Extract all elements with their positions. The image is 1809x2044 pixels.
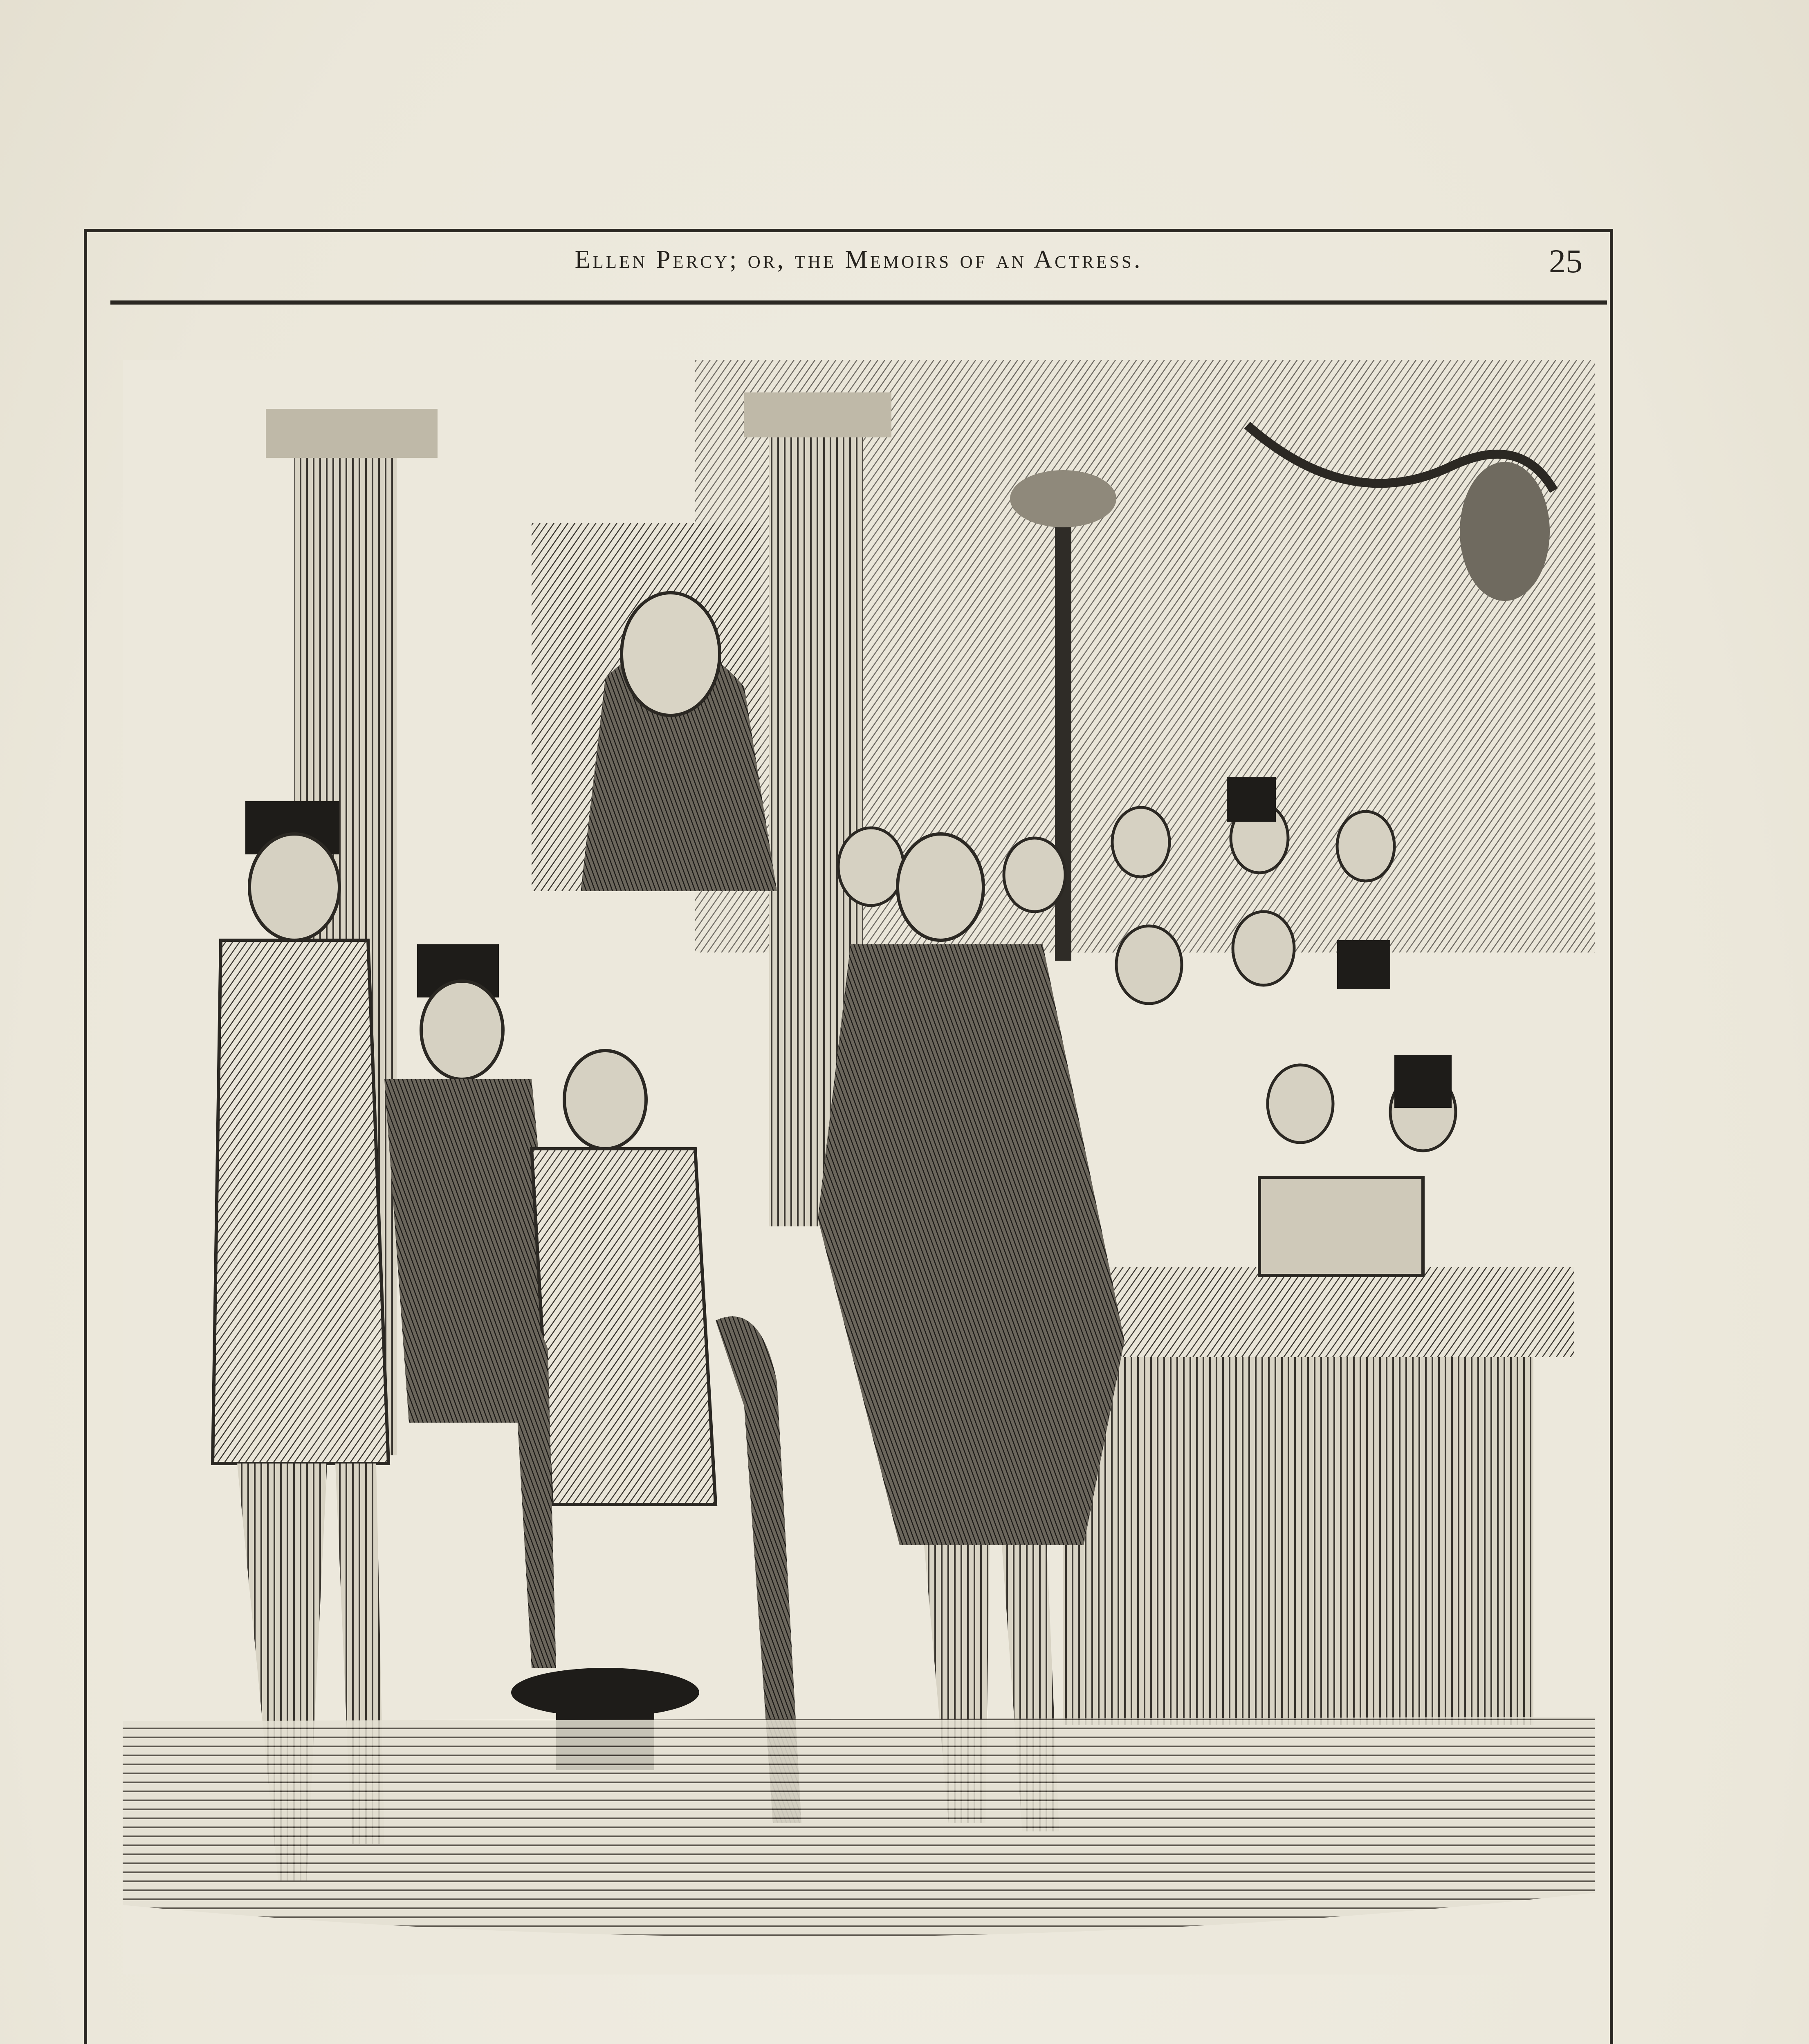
page-number: 25 <box>1549 242 1582 280</box>
courtroom-engraving-icon <box>123 360 1595 1975</box>
page-header <box>110 233 1607 303</box>
header-rule <box>110 300 1607 305</box>
running-title: Ellen Percy; or, the Memoirs of an Actress. <box>575 246 1143 273</box>
